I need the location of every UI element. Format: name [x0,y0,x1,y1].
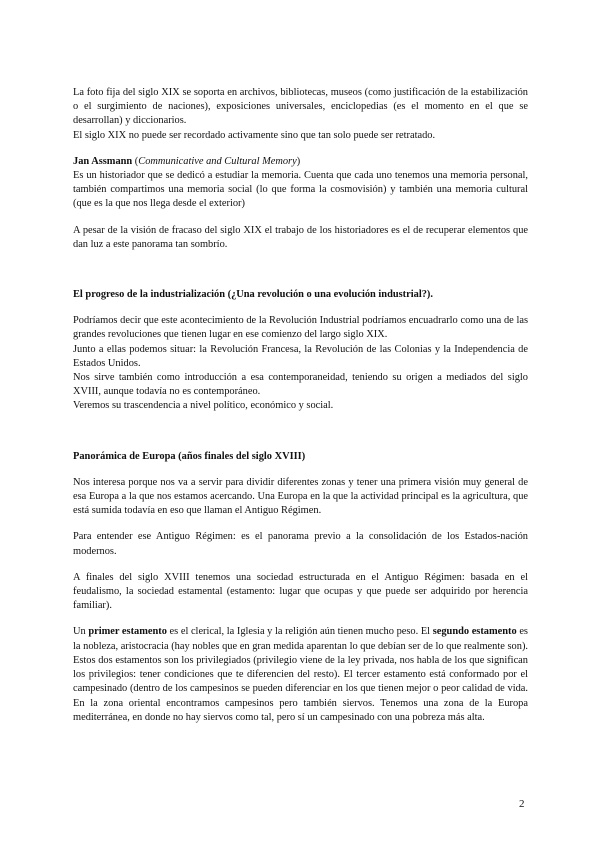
estamentos-text-e: es la nobleza, aristocracia (hay nobles que en gran medida aparentan lo que debían ser de lo que realmente son). Estos dos estamentos son los privilegiados (privilegio viene de la ley privada, nos habla de los que significan los privilegios: tener condiciones que te diferencien del resto). El tercer estamento está conformado por el campesinado (dentro de los campesinos se pueden diferenciar en los que tienen mejor o peor calidad de vida. En la zona oriental encontramos campesinos pero también siervos. Tenemos una zona de la Europa mediterránea, en donde no hay siervos como tal, pero sí un campesinado con una pobreza más alta. [73,626,528,723]
paragraph-revolucion-industrial: Podríamos decir que este acontecimiento de la Revolución Industrial podríamos encuadrarlo como una de las grandes revoluciones que tienen lugar en ese comienzo del largo siglo XIX. [73,315,528,341]
estamentos-text-c: es el clerical, la Iglesia y la religión aún tienen mucho peso. El [166,626,433,638]
author-line [73,155,528,169]
paragraph-vision-fracaso: A pesar de la visión de fracaso del siglo XIX el trabajo de los historiadores es el de recuperar elementos que dan luz a este panorama tan sombrío. [73,224,528,250]
paragraph-historiador-memoria: Es un historiador que se dedicó a estudiar la memoria. Cuenta que cada uno tenemos una memoria personal, también compartimos una memoria social (lo que forma la cosmovisión) y también una memoria cultural (que es la que nos llega desde el exterior) [73,170,528,210]
paragraph-contemporaneidad: Nos sirve también como introducción a esa contemporaneidad, teniendo su origen a mediados del siglo XVIII, aunque todavía no es contemporáneo. [73,372,528,398]
heading-progreso-industrializacion: El progreso de la industrialización (¿Una revolución o una evolución industrial?). [73,289,433,301]
heading-panoramica-europa: Panorámica de Europa (años finales del siglo XVIII) [73,450,306,462]
estamentos-text-a: Un [73,626,89,638]
paragraph-nos-interesa: Nos interesa porque nos va a servir para dividir diferentes zonas y tener una primera visión muy general de esa Europa a la que nos estamos acercando. Una Europa en la que la actividad principal es la agricultura, que está sumida todavía en eso que llaman el Antiguo Régimen. [73,476,528,517]
segundo-estamento-term: segundo estamento [432,626,517,638]
paragraph-estamentos [73,625,528,724]
paragraph-junto-a-ellas: Junto a ellas podemos situar: la Revolución Francesa, la Revolución de las Colonias y la Independencia de Estados Unidos. [73,343,528,369]
paragraph-trascendencia: Veremos su trascendencia a nivel político, económico y social. [73,400,334,412]
author-work-open: ( [132,155,139,167]
page-content [73,86,528,725]
page-number: 2 [519,798,525,810]
author-work-title: Communicative and Cultural Memory [138,155,297,167]
paragraph-sociedad-estamental: A finales del siglo XVIII tenemos una sociedad estructurada en el Antiguo Régimen: basada en el feudalismo, la sociedad estamental (estamento: lugar que ocupas y que puede ser adquirido por herencia familiar). [73,571,528,612]
paragraph-siglo-xix-retratado: El siglo XIX no puede ser recordado activamente sino que tan solo puede ser retratado. [73,129,436,141]
primer-estamento-term: primer estamento [88,626,167,638]
paragraph-antiguo-regimen: Para entender ese Antiguo Régimen: es el panorama previo a la consolidación de los Estados-nación modernos. [73,531,528,557]
author-name: Jan Assmann [73,155,133,167]
paragraph-foto-fija: La foto fija del siglo XIX se soporta en archivos, bibliotecas, museos (como justificación de la estabilización o el surgimiento de naciones), exposiciones universales, enciclopedias (es el momento en el que se desarrollan) y diccionarios. [73,87,528,127]
author-work-close: ) [296,155,301,167]
